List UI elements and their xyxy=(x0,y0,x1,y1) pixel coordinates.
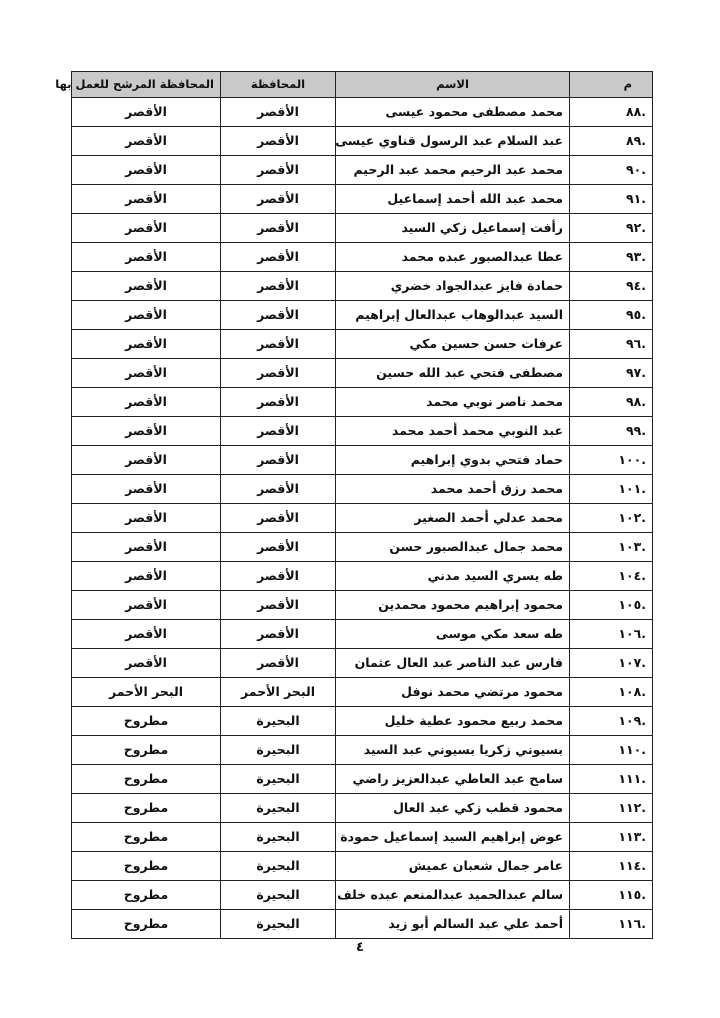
table-row xyxy=(72,533,653,562)
row-target-governorate: مطروح xyxy=(72,910,221,939)
table-row xyxy=(72,272,653,301)
row-target-governorate: الأقصر xyxy=(72,127,221,156)
row-number: .١٠٦ xyxy=(570,620,653,649)
row-governorate: البحيرة xyxy=(221,765,336,794)
candidates-table xyxy=(55,71,653,939)
row-number: .٨٨ xyxy=(570,98,653,127)
row-name: عطا عبدالصبور عبده محمد xyxy=(336,243,570,272)
table-row xyxy=(72,678,653,707)
row-governorate: الأقصر xyxy=(221,504,336,533)
table-row xyxy=(72,243,653,272)
row-number: .١٠٨ xyxy=(570,678,653,707)
row-number: .١٠٧ xyxy=(570,649,653,678)
row-governorate: الأقصر xyxy=(221,359,336,388)
table-row xyxy=(72,156,653,185)
row-target-governorate: الأقصر xyxy=(72,591,221,620)
row-target-governorate: الأقصر xyxy=(72,504,221,533)
row-number: .١١٣ xyxy=(570,823,653,852)
row-name: مصطفى فتحي عبد الله حسين xyxy=(336,359,570,388)
row-number: .١٠٤ xyxy=(570,562,653,591)
row-name: محمد مصطفى محمود عيسى xyxy=(336,98,570,127)
row-governorate: الأقصر xyxy=(221,649,336,678)
row-governorate: الأقصر xyxy=(221,156,336,185)
row-governorate: الأقصر xyxy=(221,185,336,214)
row-number: .١١٤ xyxy=(570,852,653,881)
table-header xyxy=(55,72,653,98)
table-row xyxy=(72,881,653,910)
row-name: محمد عبد الله أحمد إسماعيل xyxy=(336,185,570,214)
row-name: محمد رزق أحمد محمد xyxy=(336,475,570,504)
table-row xyxy=(72,794,653,823)
row-number: .٩٤ xyxy=(570,272,653,301)
row-name: فارس عبد الناصر عبد العال عثمان xyxy=(336,649,570,678)
row-target-governorate: مطروح xyxy=(72,823,221,852)
row-number: .٩١ xyxy=(570,185,653,214)
row-name: طه يسري السيد مدني xyxy=(336,562,570,591)
row-governorate: الأقصر xyxy=(221,591,336,620)
table-row xyxy=(72,301,653,330)
row-target-governorate: الأقصر xyxy=(72,301,221,330)
header-target-governorate: المحافظة المرشح للعمل بها xyxy=(72,72,221,98)
row-target-governorate: الأقصر xyxy=(72,330,221,359)
table-row xyxy=(72,504,653,533)
row-name: عبد النوبي محمد أحمد محمد xyxy=(336,417,570,446)
row-name: حماد فتحي بدوي إبراهيم xyxy=(336,446,570,475)
row-name: عامر جمال شعبان عميش xyxy=(336,852,570,881)
row-number: .٩٩ xyxy=(570,417,653,446)
row-number: .١٠١ xyxy=(570,475,653,504)
row-governorate: الأقصر xyxy=(221,127,336,156)
row-target-governorate: الأقصر xyxy=(72,156,221,185)
row-governorate: الأقصر xyxy=(221,475,336,504)
row-governorate: الأقصر xyxy=(221,98,336,127)
table-row xyxy=(72,852,653,881)
row-name: محمد عدلي أحمد الصغير xyxy=(336,504,570,533)
row-name: عبد السلام عبد الرسول قناوي عيسى xyxy=(336,127,570,156)
row-governorate: الأقصر xyxy=(221,214,336,243)
header-governorate: المحافظة xyxy=(221,72,336,98)
row-target-governorate: الأقصر xyxy=(72,533,221,562)
row-number: .٨٩ xyxy=(570,127,653,156)
row-name: محمد ناصر نوبي محمد xyxy=(336,388,570,417)
table-row xyxy=(72,185,653,214)
row-number: .١١٠ xyxy=(570,736,653,765)
row-target-governorate: مطروح xyxy=(72,707,221,736)
row-name: محمود قطب زكي عبد العال xyxy=(336,794,570,823)
row-target-governorate: الأقصر xyxy=(72,562,221,591)
row-target-governorate: الأقصر xyxy=(72,98,221,127)
row-number: .١٠٠ xyxy=(570,446,653,475)
row-governorate: البحيرة xyxy=(221,736,336,765)
row-target-governorate: مطروح xyxy=(72,794,221,823)
row-number: .١١٦ xyxy=(570,910,653,939)
row-name: محمود مرتضي محمد نوفل xyxy=(336,678,570,707)
table-row xyxy=(72,910,653,939)
table-row xyxy=(72,388,653,417)
row-governorate: الأقصر xyxy=(221,243,336,272)
row-target-governorate: الأقصر xyxy=(72,388,221,417)
row-name: رأفت إسماعيل زكي السيد xyxy=(336,214,570,243)
row-name: بسيوني زكريا بسيوني عبد السيد xyxy=(336,736,570,765)
row-governorate: الأقصر xyxy=(221,446,336,475)
row-governorate: الأقصر xyxy=(221,533,336,562)
row-name: سالم عبدالحميد عبدالمنعم عبده خلف xyxy=(336,881,570,910)
row-target-governorate: الأقصر xyxy=(72,185,221,214)
row-name: عرفات حسن حسين مكي xyxy=(336,330,570,359)
row-governorate: الأقصر xyxy=(221,417,336,446)
table-row xyxy=(72,591,653,620)
row-name: حمادة فايز عبدالجواد خضري xyxy=(336,272,570,301)
table-row xyxy=(72,649,653,678)
row-target-governorate: الأقصر xyxy=(72,359,221,388)
row-governorate: الأقصر xyxy=(221,301,336,330)
row-name: السيد عبدالوهاب عبدالعال إبراهيم xyxy=(336,301,570,330)
table-row xyxy=(72,330,653,359)
table-row xyxy=(72,359,653,388)
row-target-governorate: الأقصر xyxy=(72,649,221,678)
row-number: .٩٢ xyxy=(570,214,653,243)
row-governorate: البحر الأحمر xyxy=(221,678,336,707)
row-name: محمد عبد الرحيم محمد عبد الرحيم xyxy=(336,156,570,185)
row-number: .٩٥ xyxy=(570,301,653,330)
row-name: محمد جمال عبدالصبور حسن xyxy=(336,533,570,562)
row-number: .١٠٩ xyxy=(570,707,653,736)
row-target-governorate: البحر الأحمر xyxy=(72,678,221,707)
header-row xyxy=(72,72,653,98)
header-num: م xyxy=(570,72,653,98)
row-governorate: البحيرة xyxy=(221,794,336,823)
row-target-governorate: الأقصر xyxy=(72,446,221,475)
row-name: عوض إبراهيم السيد إسماعيل حمودة xyxy=(336,823,570,852)
row-target-governorate: الأقصر xyxy=(72,417,221,446)
row-governorate: الأقصر xyxy=(221,388,336,417)
row-governorate: البحيرة xyxy=(221,707,336,736)
row-number: .١٠٢ xyxy=(570,504,653,533)
row-number: .٩٧ xyxy=(570,359,653,388)
table-row xyxy=(72,562,653,591)
table-row xyxy=(72,127,653,156)
row-governorate: البحيرة xyxy=(221,881,336,910)
row-governorate: البحيرة xyxy=(221,852,336,881)
page-number: ٤ xyxy=(356,940,364,955)
table-row xyxy=(72,417,653,446)
row-governorate: البحيرة xyxy=(221,910,336,939)
row-target-governorate: مطروح xyxy=(72,881,221,910)
row-target-governorate: الأقصر xyxy=(72,214,221,243)
row-governorate: الأقصر xyxy=(221,330,336,359)
row-name: محمود إبراهيم محمود محمدين xyxy=(336,591,570,620)
row-number: .١١٢ xyxy=(570,794,653,823)
table-row xyxy=(72,823,653,852)
row-target-governorate: الأقصر xyxy=(72,272,221,301)
table-row xyxy=(72,707,653,736)
row-number: .١١٥ xyxy=(570,881,653,910)
row-name: سامح عبد العاطي عبدالعزيز راضي xyxy=(336,765,570,794)
row-number: .٩٦ xyxy=(570,330,653,359)
table-row xyxy=(72,98,653,127)
row-governorate: الأقصر xyxy=(221,620,336,649)
table-body xyxy=(72,98,653,939)
row-name: أحمد علي عبد السالم أبو زيد xyxy=(336,910,570,939)
table-row xyxy=(72,475,653,504)
row-number: .٩٨ xyxy=(570,388,653,417)
row-governorate: البحيرة xyxy=(221,823,336,852)
row-number: .١١١ xyxy=(570,765,653,794)
header-name: الاسم xyxy=(336,72,570,98)
table-row xyxy=(72,765,653,794)
row-number: .٩٠ xyxy=(570,156,653,185)
row-target-governorate: مطروح xyxy=(72,765,221,794)
table-row xyxy=(72,214,653,243)
row-target-governorate: الأقصر xyxy=(72,243,221,272)
row-name: محمد ربيع محمود عطية خليل xyxy=(336,707,570,736)
table-row xyxy=(72,446,653,475)
table-row xyxy=(72,736,653,765)
row-number: .١٠٣ xyxy=(570,533,653,562)
row-number: .٩٣ xyxy=(570,243,653,272)
row-target-governorate: الأقصر xyxy=(72,620,221,649)
table-row xyxy=(72,620,653,649)
row-target-governorate: مطروح xyxy=(72,852,221,881)
row-name: طه سعد مكي موسى xyxy=(336,620,570,649)
row-target-governorate: مطروح xyxy=(72,736,221,765)
row-target-governorate: الأقصر xyxy=(72,475,221,504)
row-governorate: الأقصر xyxy=(221,562,336,591)
row-governorate: الأقصر xyxy=(221,272,336,301)
row-number: .١٠٥ xyxy=(570,591,653,620)
